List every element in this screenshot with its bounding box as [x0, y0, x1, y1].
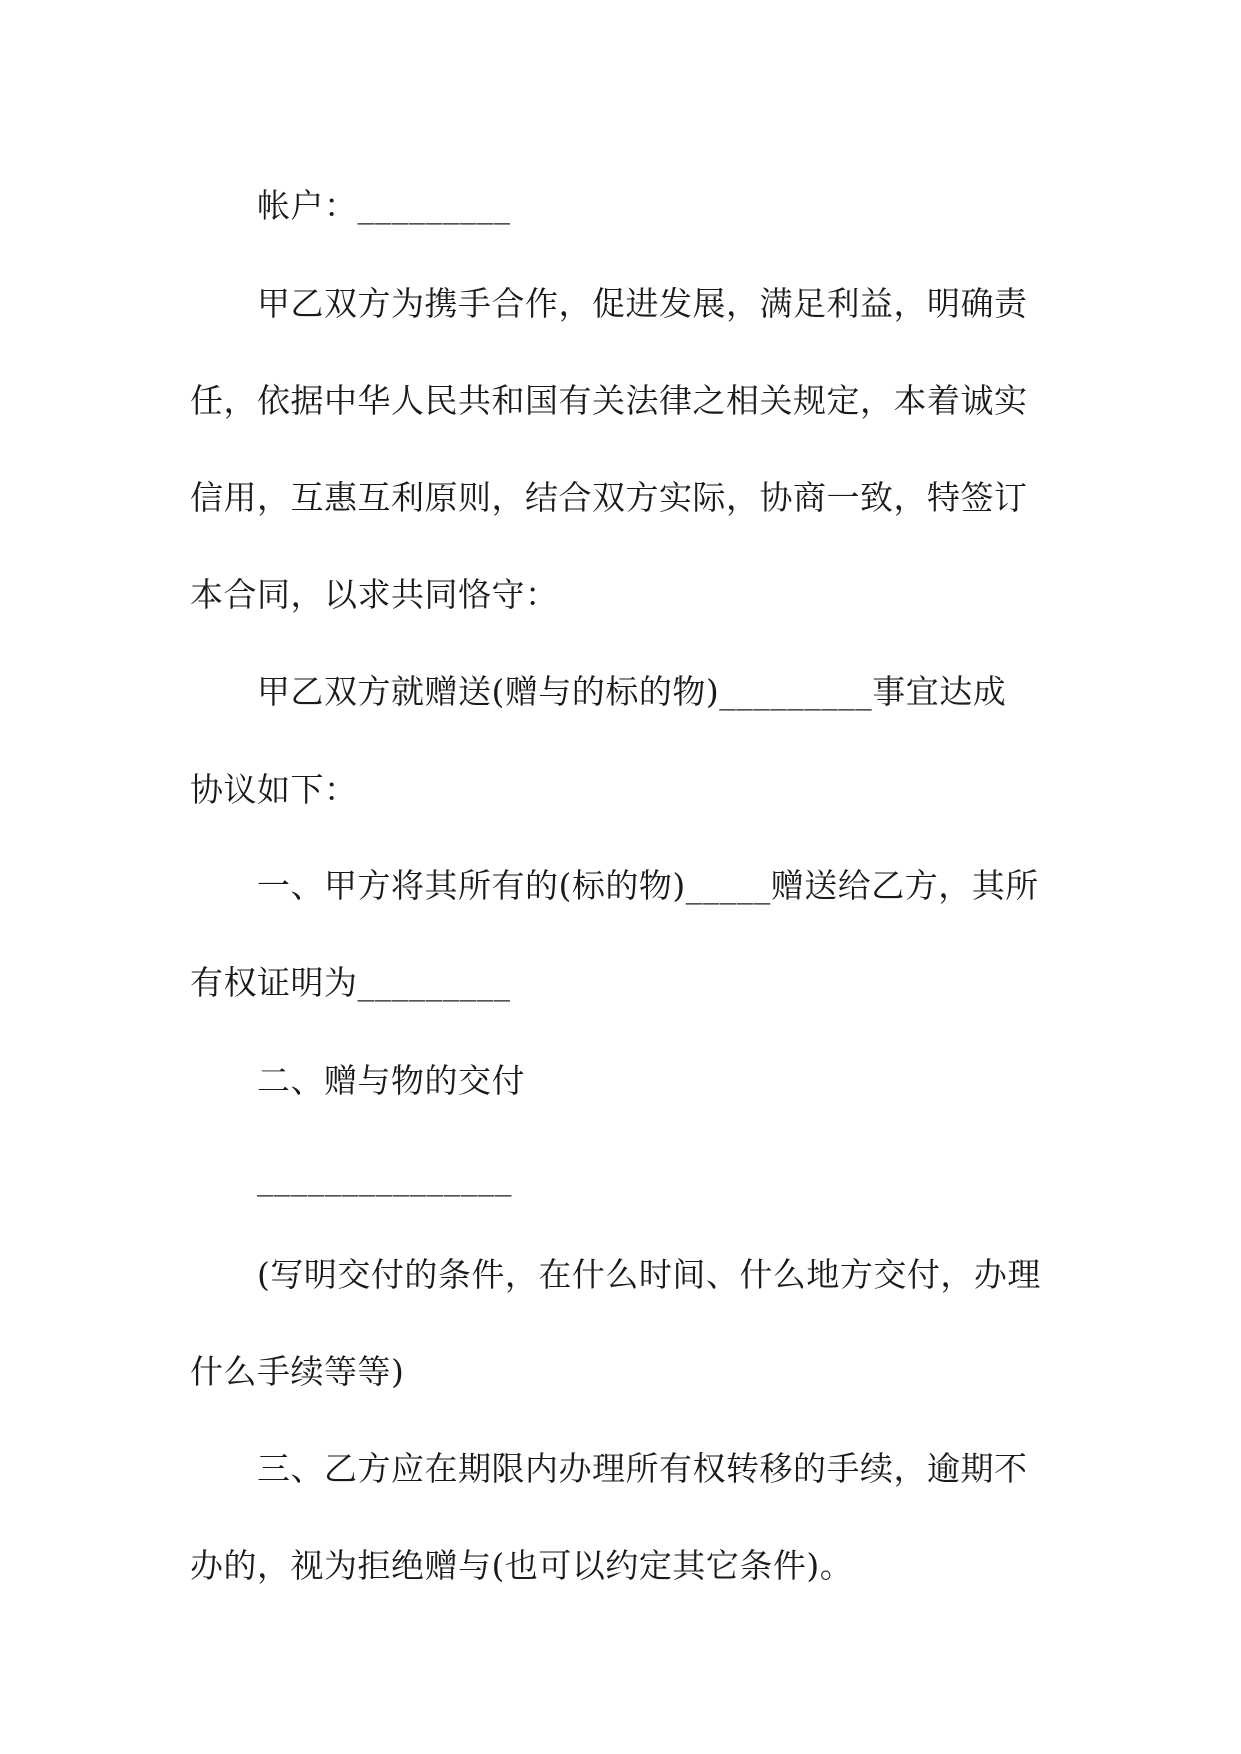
agreement-intro-line-2: 协议如下： [190, 770, 358, 809]
preamble-line-4: 本合同，以求共同恪守： [190, 575, 559, 614]
clause-2-note-line-2: 什么手续等等) [190, 1352, 405, 1391]
clause-2-heading: 二、赠与物的交付 [257, 1061, 525, 1100]
clause-3-line-1: 三、乙方应在期限内办理所有权转移的手续，逾期不 [257, 1449, 1028, 1488]
agreement-intro-line-1: 甲乙双方就赠送(赠与的标的物)_________事宜达成 [257, 672, 1007, 711]
clause-1-line-2: 有权证明为_________ [190, 963, 511, 1002]
preamble-line-3: 信用，互惠互利原则，结合双方实际，协商一致，特签订 [190, 478, 1028, 517]
preamble-line-2: 任，依据中华人民共和国有关法律之相关规定，本着诚实 [190, 381, 1028, 420]
clause-2-note-line-1: (写明交付的条件，在什么时间、什么地方交付，办理 [257, 1255, 1041, 1294]
clause-2-blank: _______________ [257, 1158, 512, 1197]
clause-3-line-2: 办的，视为拒绝赠与(也可以约定其它条件)。 [190, 1546, 854, 1585]
clause-1-line-1: 一、甲方将其所有的(标的物)_____赠送给乙方，其所 [257, 866, 1039, 905]
account-line: 帐户：_________ [257, 186, 511, 225]
preamble-line-1: 甲乙双方为携手合作，促进发展，满足利益，明确责 [257, 284, 1028, 323]
